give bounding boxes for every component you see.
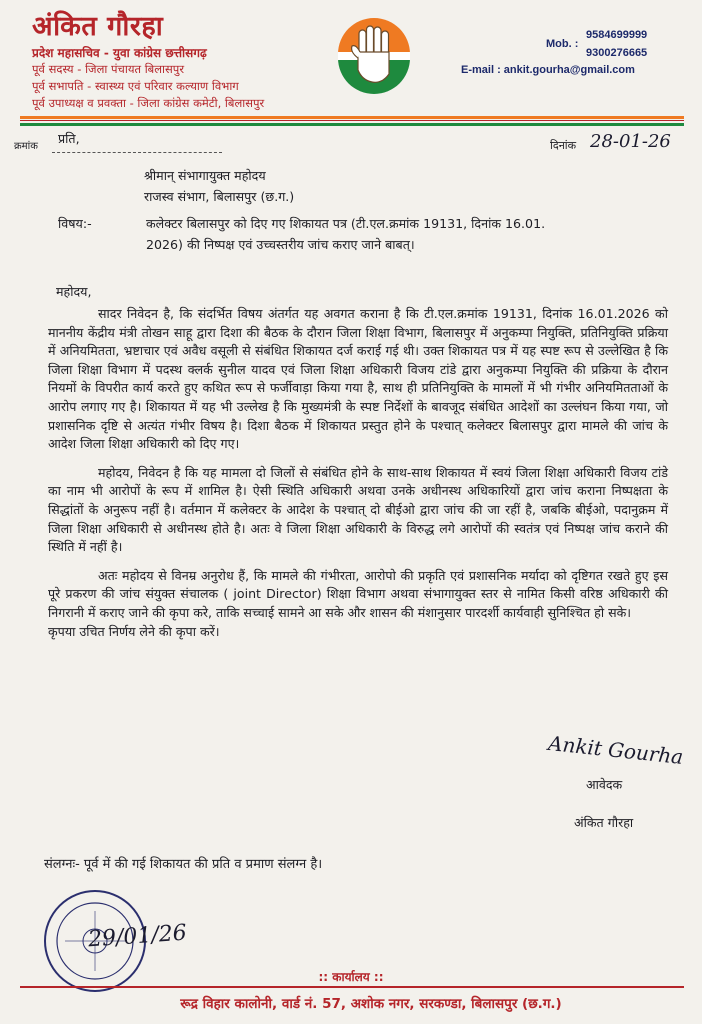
mobile-number-1: 9584699999 [586, 29, 648, 41]
letterhead-designation-3: पूर्व सभापति - स्वास्थ्य एवं परिवार कल्याण विभाग [32, 79, 239, 93]
footer-address: रूद्र विहार कालोनी, वार्ड नं. 57, अशोक नगर, सरकण्डा, बिलासपुर (छ.ग.) [180, 996, 562, 1012]
subject-line-1: कलेक्टर बिलासपुर को दिए गए शिकायत पत्र (टी.एल.क्रमांक 19131, दिनांक 16.01. [146, 216, 546, 231]
subject-line-2: 2026) की निष्पक्ष एवं उच्चस्तरीय जांच कराए जाने बाबत्। [146, 237, 415, 252]
paragraph-3: अतः महोदय से विनम्र अनुरोध हैं, कि मामले की गंभीरता, आरोपो की प्रकृति एवं प्रशासनिक मर्यादा को दृष्टिगत रखते हुए इस पूरे प्रकरण की जांच संयुक्त संचालक ( joint Director) शिक्षा विभाग अथवा संभागायुक्त स्तर से नामित किसी वरिष्ठ अधिकारी की निगरानी में कराए जाने की कृपा करे, ताकि सच्चाई सामने आ सके और शासन की मंशानुसार पारदर्शी कार्यवाही सुनिश्चित हो सके। [48, 567, 668, 620]
letterhead-designation-2: पूर्व सदस्य - जिला पंचायत बिलासपुर [32, 62, 185, 76]
mobile-label: Mob. : [546, 38, 579, 50]
saffron-divider [20, 116, 684, 119]
aavedak-label: आवेदक [586, 777, 623, 792]
salutation: महोदय, [56, 284, 92, 299]
paragraph-2: महोदय, निवेदन है कि यह मामला दो जिलों से संबंधित होने के साथ-साथ शिकायत में स्वयं जिला शिक्षा अधिकारी विजय टांडे का नाम भी आरोपों के रूप में शामिल है। ऐसी स्थिति अधिकारी अथवा उनके अधीनस्थ अधिकारियों द्वारा जांच कराना निष्पक्षता के सिद्धांतों के अनुरूप नहीं है। वर्तमान में कलेक्टर के आदेश के पश्चात् दो बीईओ द्वारा जांच की जा रहीं है, जबकि बीईओ, पदानुक्रम में जिला शिक्षा अधिकारी से अधीनस्थ होते है। अतः वे जिला शिक्षा अधिकारी के विरुद्ध लगे आरोपों की स्वतंत्र एवं निष्पक्ष जांच कराने की स्थिति में नहीं है। [48, 464, 668, 555]
stamp-handwritten-date: 29/01/26 [87, 920, 188, 953]
sender-name: अंकित गौरहा [574, 815, 634, 830]
prati-label: प्रति, [58, 131, 80, 146]
paragraph-1: सादर निवेदन है, कि संदर्भित विषय अंतर्गत यह अवगत कराना है कि टी.एल.क्रमांक 19131, दिनांक 16.01.2026 को माननीय केंद्रीय मंत्री तोखन साहू द्वारा दिशा की बैठक के दौरान जिला शिक्षा विभाग, बिलासपुर में अनुकम्पा नियुक्ति, प्रतिनियुक्ति प्रक्रिया में अनियमितता, भ्रष्टाचार एवं अवैध वसूली से संबंधित शिकायत दर्ज कराई गई थी। उक्त शिकायत पत्र में यह स्पष्ट रूप से उल्लेखित है कि जिला शिक्षा विभाग में पदस्थ क्लर्क सुनील यादव एवं जिला शिक्षा अधिकारी विजय टांडे द्वारा अनुकम्पा नियुक्ति की प्रक्रिया के दौरान नियमों के विपरीत कार्य करते हुए कथित रूप से फर्जीवाड़ा किया गया है, साथ ही प्रतिनियुक्ति के मामलों में भी गंभीर अनियमितताओं के आरोप लगाए गए है। शिकायत में यह भी उल्लेख है कि मुख्यमंत्री के स्पष्ट निर्देशों के बावजूद संबंधित आदेशों का उल्लंघन किया गया, जो प्रशासनिक दृष्टि से अत्यंत गंभीर विषय है। दिशा बैठक में शिकायत प्रस्तुत होने के पश्चात् कलेक्टर बिलासपुर द्वारा मामले की जांच के आदेश जिला शिक्षा अधिकारी को दिए गए। [48, 306, 668, 452]
congress-hand-logo-icon [332, 14, 416, 98]
letter-body [48, 305, 668, 641]
dinank-label: दिनांक [550, 139, 577, 152]
closing-line: कृपया उचित निर्णय लेने की कृपा करें। [48, 623, 220, 639]
vishay-label: विषय:- [58, 216, 92, 231]
attachment-note: संलग्नः- पूर्व में की गई शिकायत की प्रति व प्रमाण संलग्न है। [44, 857, 323, 872]
recipient-line-2: राजस्व संभाग, बिलासपुर (छ.ग.) [144, 189, 295, 204]
letterhead-designation-4: पूर्व उपाध्यक्ष व प्रवक्ता - जिला कांग्रेस कमेटी, बिलासपुर [32, 96, 265, 110]
footer-office-label: :: कार्यालय :: [318, 970, 384, 984]
kramank-label: क्रमांक [14, 141, 38, 152]
letter-date: 28-01-26 [590, 131, 671, 152]
green-divider [20, 123, 684, 126]
recipient-line-1: श्रीमान् संभागायुक्त महोदय [144, 168, 266, 183]
footer-divider [20, 986, 684, 988]
handwritten-signature: Ankit Gourha [547, 730, 685, 770]
email-address: E-mail : ankit.gourha@gmail.com [461, 64, 635, 76]
letterhead-designation-1: प्रदेश महासचिव - युवा कांग्रेस छत्तीसगढ़ [32, 46, 207, 60]
red-divider [20, 120, 684, 121]
kramank-dotted-line [52, 152, 222, 153]
mobile-number-2: 9300276665 [586, 47, 648, 59]
letterhead-name: अंकित गौरहा [32, 11, 164, 42]
